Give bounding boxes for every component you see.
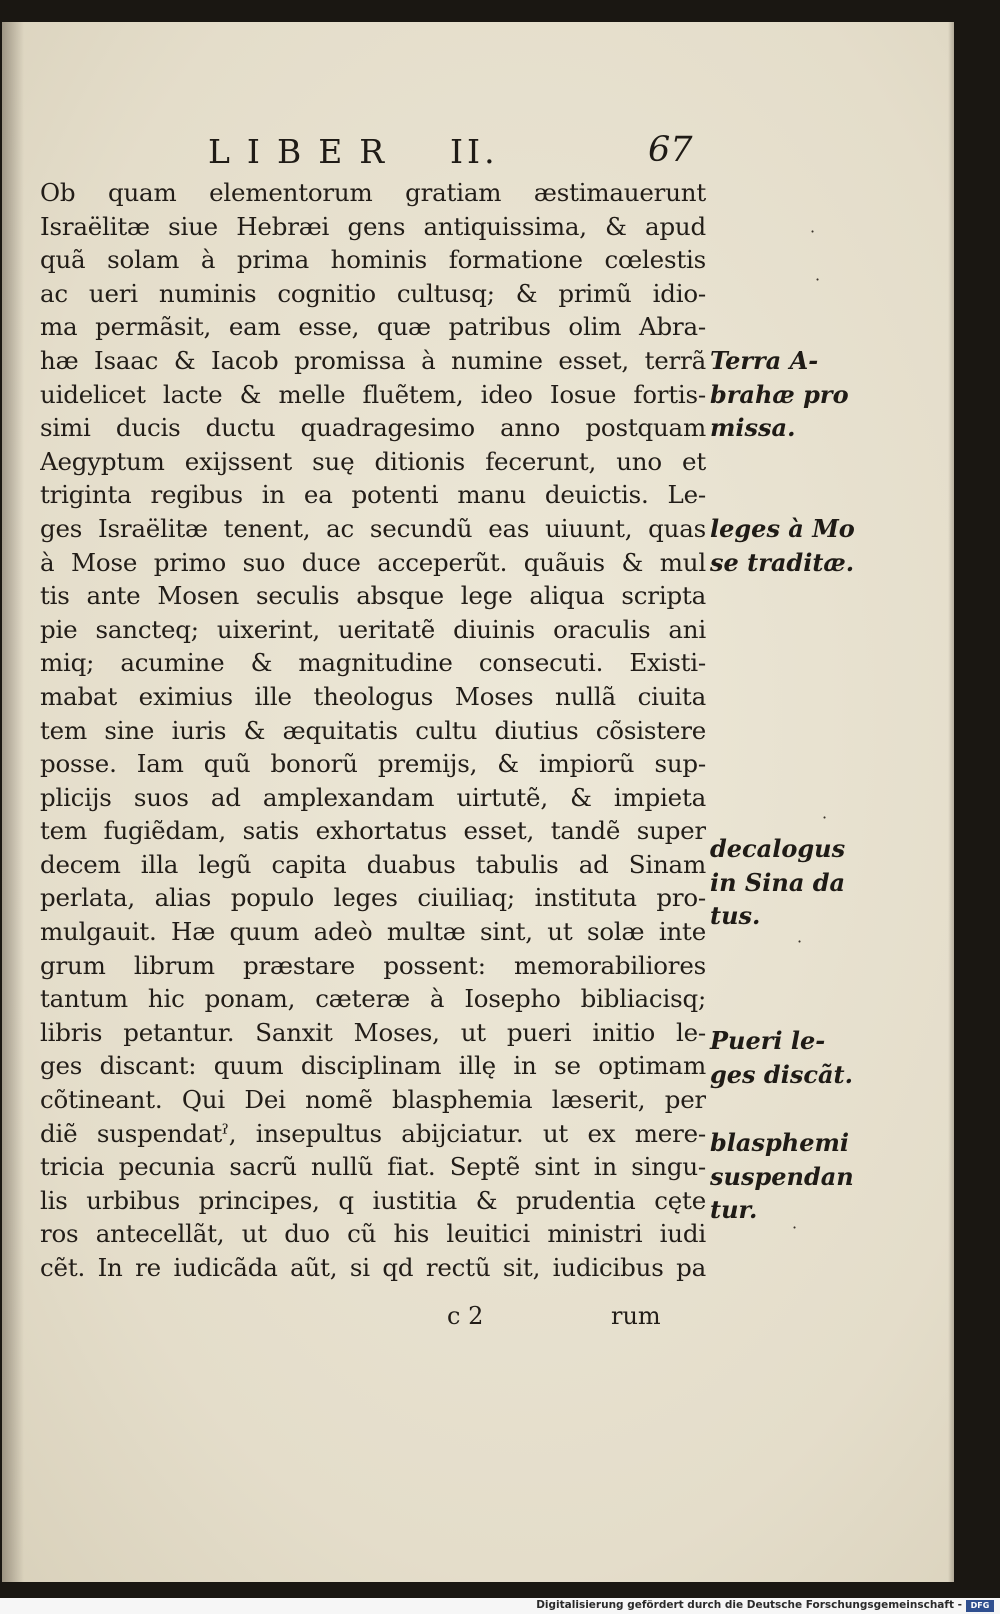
marginal-note-line: decalogus [710,834,846,863]
main-text-block [40,176,706,1285]
text-line: Israëlitæ siue Hebræi gens antiquissima, & apud [40,211,706,241]
marginal-note-line: se traditæ. [710,547,855,577]
marginal-note-line: in Sina da [710,867,846,897]
text-line: Aegyptum exijssent suę ditionis fecerunt, uno et [40,446,706,476]
ink-speck: · [810,222,816,241]
text-line: tantum hic ponam, cæteræ à Iosepho bibliacisq; [40,984,706,1014]
text-line: simi ducis ductu quadragesimo anno postquam [40,413,706,443]
text-line: diẽ suspendatˀ, insepultus abijciatur. ut ex mere- [40,1118,706,1148]
signature-mark: c 2 [447,1302,484,1330]
gutter-shadow [2,22,24,1582]
folio-number: 67 [648,130,693,170]
ink-speck: · [797,932,803,951]
text-line: cẽt. In re iudicãda aũt, si qd rectũ sit, iudicibus pa [40,1253,706,1282]
marginal-note-pueri-leges [710,1024,860,1091]
catchword: rum [611,1302,661,1330]
text-line: plicijs suos ad amplexandam uirtutẽ, & impieta [40,782,706,812]
running-head-title: LIBER [208,132,402,171]
ink-speck: · [815,270,821,289]
page-foot [447,1302,687,1332]
marginal-note-line: leges à Mo [710,514,855,543]
text-line: perlata, alias populo leges ciuiliaq; instituta pro- [40,883,706,913]
ink-speck: · [792,1218,798,1237]
marginal-note-decalogus [710,832,860,933]
marginal-note-line: ges discãt. [710,1059,853,1089]
marginal-note-line: tur. [710,1195,758,1225]
text-line: tem sine iuris & æquitatis cultu diutius cõsistere [40,715,706,745]
text-line: ges Israëlitæ tenent, ac secundũ eas uiuunt, quas [40,513,706,543]
marginal-note-line: blasphemi [710,1128,849,1157]
text-line: pie sancteq; uixerint, ueritatẽ diuinis oraculis ani [40,614,706,644]
text-line: decem illa legũ capita duabus tabulis ad Sinam [40,849,706,879]
page-edge-shadow [948,22,954,1582]
text-line: posse. Iam quũ bonorũ premijs, & impiorũ sup- [40,749,706,779]
text-line: libris petantur. Sanxit Moses, ut pueri initio le- [40,1017,706,1047]
running-head-book-number: II. [450,132,499,171]
text-line: à Mose primo suo duce acceperũt. quãuis & mul [40,547,706,577]
text-line: ros antecellãt, ut duo cũ his leuitici ministri iudi [40,1219,706,1249]
text-line: Ob quam elementorum gratiam æstimauerunt [40,178,706,207]
dfg-logo: DFG [966,1600,994,1612]
ink-speck: · [822,808,828,827]
funding-notice: Digitalisierung gefördert durch die Deutsche Forschungsgemeinschaft - [536,1599,962,1611]
marginal-note-line: tus. [710,901,761,931]
text-line: mulgauit. Hæ quum adeò multæ sint, ut solæ inte [40,917,706,947]
marginal-note-line: Pueri le- [710,1026,826,1055]
text-line: mabat eximius ille theologus Moses nullã ciuita [40,681,706,711]
text-line: quã solam à prima hominis formatione cœlestis [40,245,706,275]
book-page [2,22,954,1582]
text-line: ges discant: quum disciplinam illę in se optimam [40,1051,706,1081]
marginal-note-line: brahæ pro [710,379,849,409]
text-line: uidelicet lacte & melle fluẽtem, ideo Iosue fortis- [40,379,706,409]
text-line: tem fugiẽdam, satis exhortatus esset, tandẽ super [40,816,706,846]
text-line: cõtineant. Qui Dei nomẽ blasphemia læserit, per [40,1085,706,1115]
text-line: lis urbibus principes, q iustitia & prudentia cęte [40,1185,706,1215]
text-line: ma permãsit, eam esse, quæ patribus olim Abra- [40,312,706,342]
marginal-note-line: missa. [710,413,796,443]
marginal-note-blasphemi [710,1126,860,1227]
text-line: ac ueri numinis cognitio cultusq; & primũ idio- [40,278,706,308]
text-line: grum librum præstare possent: memorabiliores [40,950,706,980]
marginal-note-leges-a-mose [710,512,860,579]
text-line: triginta regibus in ea potenti manu deuictis. Le- [40,480,706,510]
running-head [208,132,728,172]
marginal-note-terra-abrahae [710,344,860,445]
text-line: hæ Isaac & Iacob promissa à numine esset, terrã [40,345,706,375]
digitization-footer [0,1598,1000,1614]
marginal-note-line: Terra A- [710,346,819,375]
text-line: miq; acumine & magnitudine consecuti. Existi- [40,648,706,678]
text-line: tricia pecunia sacrũ nullũ fiat. Septẽ sint in singu- [40,1152,706,1182]
text-line: tis ante Mosen seculis absque lege aliqua scripta [40,581,706,611]
marginal-note-line: suspendan [710,1161,854,1191]
